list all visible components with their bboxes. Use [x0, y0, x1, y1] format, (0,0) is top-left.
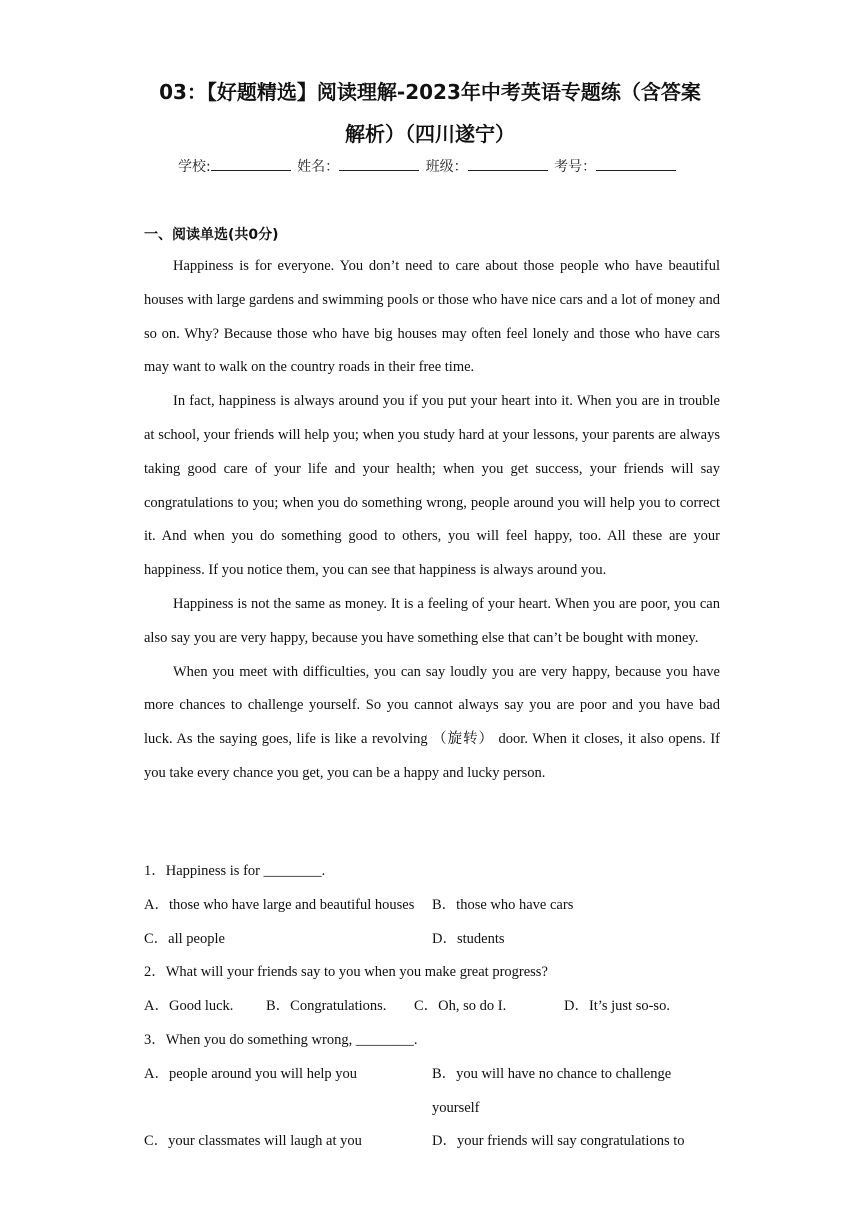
exam-number-label: 考号：	[554, 159, 597, 175]
question-list	[144, 855, 720, 1159]
question-2-stem: 2．What will your friends say to you when you make great progress?	[144, 964, 548, 981]
question-3-options-row1	[144, 1058, 720, 1126]
question-1-stem: 1．Happiness is for ________.	[144, 863, 326, 879]
passage-paragraph: Happiness is not the same as money. It is a feeling of your heart. When you are poor, you can also say you are very happy, because you have something else that can’t be bought with money.	[144, 595, 720, 646]
school-label: 学校:	[178, 159, 211, 175]
reading-passage	[144, 250, 720, 791]
page-title-line2: 解析）（四川遂宁）	[345, 122, 515, 146]
question-3-stem: 3．When you do something wrong, ________.	[144, 1031, 418, 1048]
question-2-option-c[interactable]: C．Oh, so do I.	[414, 998, 507, 1015]
school-blank[interactable]	[211, 156, 291, 171]
question-3-option-a[interactable]: A．people around you will help you	[144, 1065, 358, 1082]
question-2-option-d[interactable]: D．It’s just so-so.	[564, 998, 670, 1015]
question-3-options-row2	[144, 1125, 720, 1159]
page-title-line1: 03：【好题精选】阅读理解-2023年中考英语专题练（含答案	[159, 80, 701, 104]
question-1-option-b[interactable]: B．those who have cars	[432, 896, 574, 913]
question-2-option-a[interactable]: A．Good luck.	[144, 998, 234, 1015]
question-1-options-row1	[144, 889, 720, 923]
name-label: 姓名：	[297, 159, 340, 175]
section-heading: 一、阅读单选(共0分)	[144, 227, 279, 243]
question-3-option-c[interactable]: C．your classmates will laugh at you	[144, 1133, 362, 1150]
name-blank[interactable]	[339, 156, 419, 171]
passage-paragraph: In fact, happiness is always around you if you put your heart into it. When you are in trouble at school, your friends will help you; when you study hard at your lessons, your parents are always taking good care of your life and your health; when you get success, your friends will say congratulations to you; when you do something wrong, people around you will help you to correct it. And when you do something good to others, you will feel happy, too. All these are your happiness. If you notice them, you can see that happiness is always around you.	[144, 393, 720, 579]
question-1-options-row2	[144, 923, 720, 957]
passage-paragraph: Happiness is for everyone. You don’t need to care about those people who have beautiful houses with large gardens and swimming pools or those who have nice cars and a lot of money and so on. Why? Because those who have big houses may often feel lonely and those who have cars may want to walk on the country roads in their free time.	[144, 258, 720, 376]
question-1-option-a[interactable]: A．those who have large and beautiful houses	[144, 896, 415, 913]
question-2-options-row	[144, 990, 720, 1024]
exam-number-blank[interactable]	[596, 156, 676, 171]
student-info-line	[178, 156, 678, 176]
question-1-option-c[interactable]: C．all people	[144, 930, 225, 947]
question-3-option-b[interactable]: B．you will have no chance to challenge yourself	[432, 1065, 672, 1116]
class-blank[interactable]	[468, 156, 548, 171]
question-2-option-b[interactable]: B．Congratulations.	[266, 998, 387, 1015]
question-1-option-d[interactable]: D．students	[432, 930, 505, 947]
passage-paragraph: When you meet with difficulties, you can say loudly you are very happy, because you have more chances to challenge yourself. So you cannot always say you are poor and you have bad luck. As the saying goes, life is like a revolving （旋转） door. When it closes, it also opens. If you take every chance you get, you can be a happy and lucky person.	[144, 663, 720, 781]
question-3-option-d[interactable]: D．your friends will say congratulations to	[432, 1133, 685, 1150]
class-label: 班级：	[425, 159, 468, 175]
